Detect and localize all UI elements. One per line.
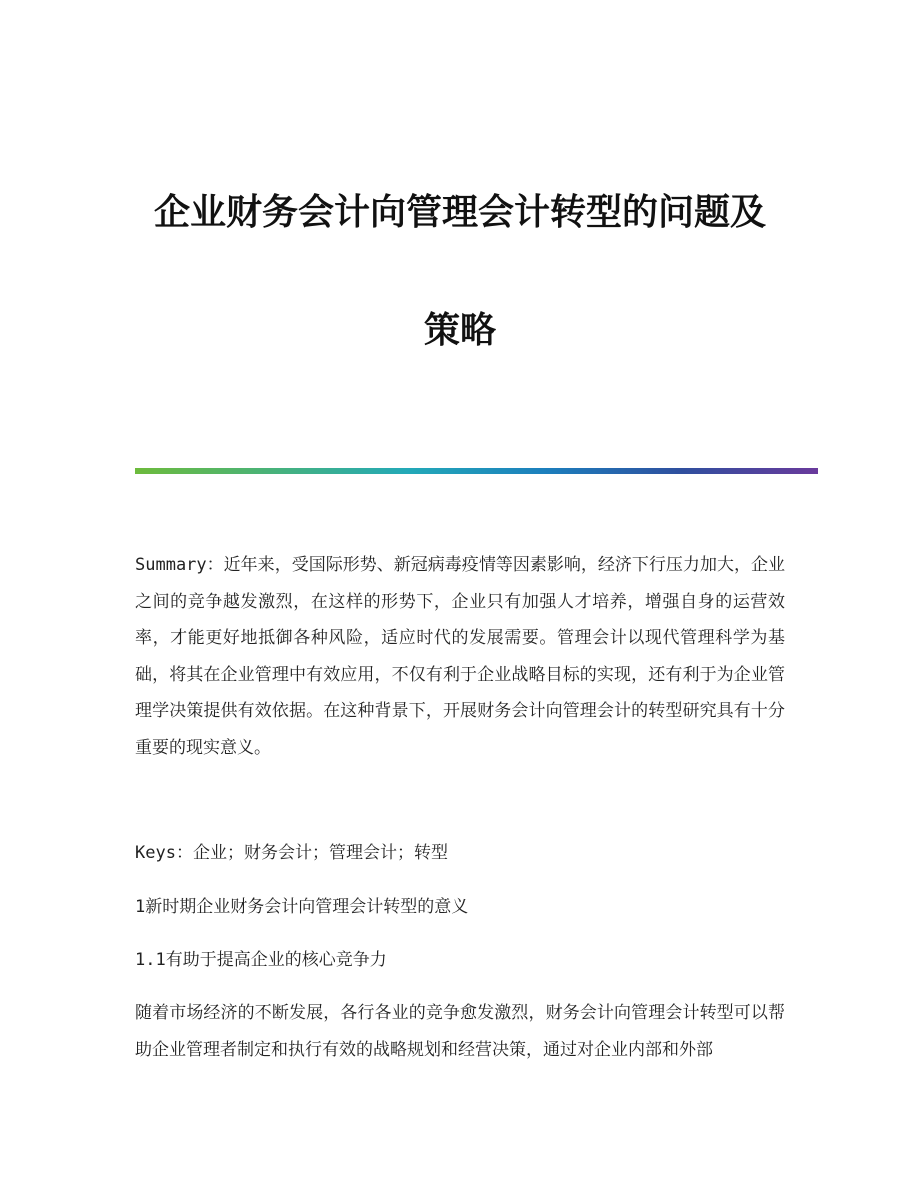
document-title-line-1: 企业财务会计向管理会计转型的问题及: [153, 191, 766, 233]
document-title-line-2: 策略: [423, 309, 496, 351]
body-paragraph: 随着市场经济的不断发展，各行各业的竞争愈发激烈，财务会计向管理会计转型可以帮助企业管理者制定和执行有效的战略规划和经营决策，通过对企业内部和外部: [135, 1003, 785, 1060]
keywords-line: Keys：企业；财务会计；管理会计；转型: [135, 843, 448, 863]
summary-paragraph: Summary：近年来，受国际形势、新冠病毒疫情等因素影响，经济下行压力加大，企业之间的竞争越发激烈，在这样的形势下，企业只有加强人才培养，增强自身的运营效率，才能更好地抵御各种风险，适应时代的发展需要。管理会计以现代管理科学为基础，将其在企业管理中有效应用，不仅有利于企业战略目标的实现，还有利于为企业管理学决策提供有效依据。在这种背景下，开展财务会计向管理会计的转型研究具有十分重要的现实意义。: [135, 555, 785, 758]
subsection-heading: 1.1有助于提高企业的核心竞争力: [135, 950, 387, 970]
gradient-divider: [135, 468, 818, 474]
section-heading: 1新时期企业财务会计向管理会计转型的意义: [135, 897, 469, 917]
